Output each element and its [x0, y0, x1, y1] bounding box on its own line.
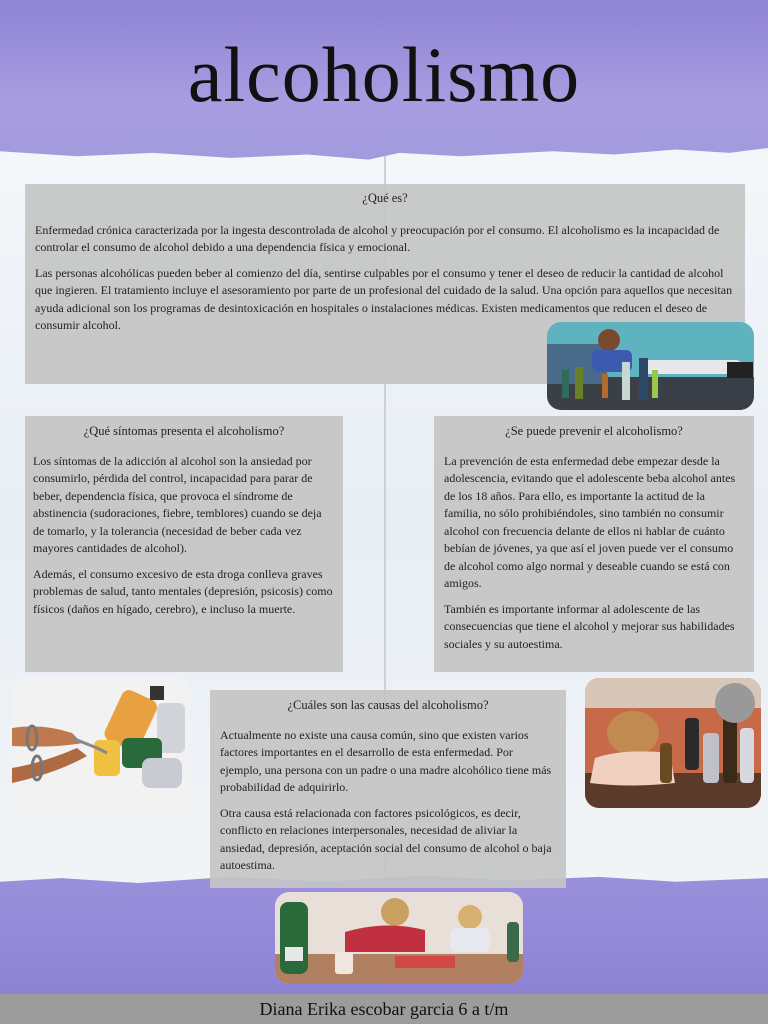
section-heading: ¿Cuáles son las causas del alcoholismo?	[287, 698, 489, 712]
section-heading: ¿Qué es?	[362, 191, 408, 205]
photo-drunk-person-table-illustration	[585, 678, 761, 808]
photo-chained-hands	[12, 678, 190, 814]
paragraph: Además, el consumo excesivo de esta droga conlleva graves problemas de salud, tanto mentales (depresión, psicosis) como físicos (daños en hígado, cerebro), e incluso la muerte.	[33, 566, 333, 616]
paragraph: Las personas alcohólicas pueden beber al comienzo del día, sentirse culpables por el consumo y tener el deseo de reducir la cantidad de alcohol que ingieren. El tratamiento incluye el asesoramiento por parte de un profesional del cuidado de la salud. Una opción para aquellos que necesitan ayuda adicional son los programas de desintoxicación en hospitales o instalaciones médicas. Existen medicamentos que reducen el deseo de consumir alcohol.	[35, 265, 733, 332]
photo-passed-out-person-illustration	[547, 322, 754, 410]
photo-children-drinking	[275, 892, 523, 984]
section-heading: ¿Qué síntomas presenta el alcoholismo?	[83, 424, 285, 438]
page-title: alcoholismo	[187, 31, 581, 118]
section-prevenir	[434, 416, 754, 672]
footer-author: Diana Erika escobar garcia 6 a t/m	[0, 994, 768, 1024]
paragraph: Otra causa está relacionada con factores psicológicos, es decir, conflicto en relaciones interpersonales, necesidad de aliviar la ansiedad, depresión, aceptación social del consumo de alcohol o baja autoestima.	[220, 805, 552, 872]
photo-drunk-person-table	[585, 678, 761, 808]
paragraph: Los síntomas de la adicción al alcohol son la ansiedad por consumirlo, pérdida del control, incapacidad para parar de beber, dependencia física, que provoca el síndrome de abstinencia (sudoraciones, fiebre, temblores) cuando se deja de tomarlo, y la tolerancia (necesidad de beber cada vez mayores cantidades de alcohol).	[33, 453, 322, 555]
section-heading: ¿Se puede prevenir el alcoholismo?	[505, 424, 683, 438]
paragraph: Enfermedad crónica caracterizada por la ingesta descontrolada de alcohol y preocupación por el consumo. El alcoholismo es la incapacidad de controlar el consumo de alcohol debido a una dependencia física y emocional.	[35, 222, 720, 254]
paragraph: La prevención de esta enfermedad debe empezar desde la adolescencia, evitando que el adolescente beba alcohol antes de los 18 años. Para ello, es importante la actitud de la familia, no sólo prohibiéndoles, sino también no consumir alcohol con frecuencia delante de ellos ni hablar de cuánto bebían de jóvenes, ya que así el joven puede ver el consumo de alcohol como algo normal y deseable cuando se está con amigos.	[444, 453, 736, 590]
photo-chained-hands-illustration	[12, 678, 190, 814]
section-causas	[210, 690, 566, 888]
section-sintomas	[25, 416, 343, 672]
photo-passed-out-person	[547, 322, 754, 410]
paragraph: Actualmente no existe una causa común, sino que existen varios factores importantes en el desarrollo de esta enfermedad. Por ejemplo, una persona con un padre o una madre alcohólico tiene más probabilidad de adquirirlo.	[220, 727, 552, 794]
paragraph: También es importante informar al adolescente de las consecuencias que tiene el alcohol y mejorar sus habilidades sociales y su autoestima.	[444, 601, 735, 651]
photo-children-drinking-illustration	[275, 892, 523, 984]
